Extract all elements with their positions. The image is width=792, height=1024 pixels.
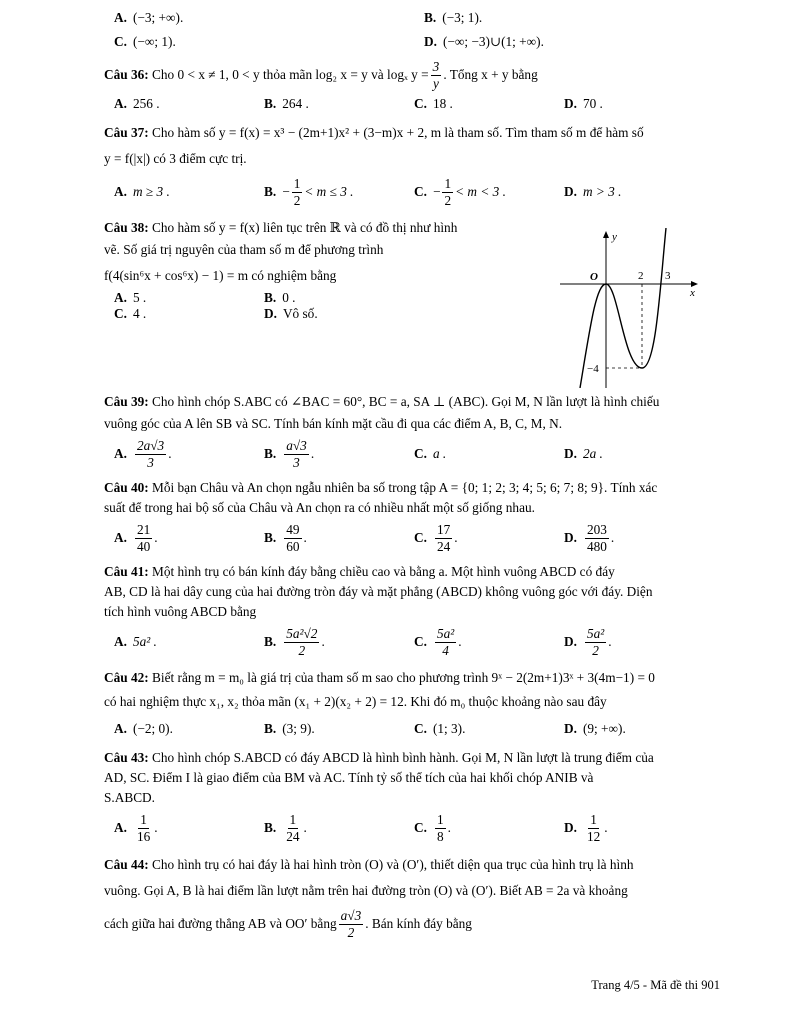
question-37	[104, 120, 726, 212]
question-text: y = f(|x|) có 3 điểm cực trị.	[104, 151, 247, 166]
question-text: có hai nghiệm thực x₁, x₂ thỏa mãn (x₁ + 2)(x₂ + 2) = 12. Khi đó m₀ thuộc khoảng nào sau đây	[104, 694, 607, 709]
question-text: . Tổng x + y bằng	[443, 67, 538, 82]
option-c: C. 4 .	[114, 306, 147, 321]
fraction: $\frac{\text{5a²}}{2}$	[586, 625, 605, 658]
option-a: A. (−3; +∞).	[114, 10, 184, 25]
question-text: Biết rằng m = m₀ là giá trị của tham số m sao cho phương trình 9ˣ − 2(2m+1)3ˣ + 3(4m−1) = 0	[152, 670, 655, 685]
fraction: $\frac{a√3}{2}$	[340, 907, 362, 940]
question-text: Cho 0 < x ≠ 1, 0 < y thỏa mãn log₂ x = y và logₓ y =	[152, 67, 429, 82]
question-text: Mỗi bạn Châu và An chọn ngẫu nhiên ba số trong tập A = {0; 1; 2; 3; 4; 5; 6; 7; 8; 9}. Tính xác	[152, 480, 658, 495]
fraction: $\frac{1}{12}$	[586, 811, 601, 844]
options-row	[104, 92, 726, 116]
option-c: C. $\frac{\text{5a²}}{4}$ .	[414, 625, 462, 658]
option-c: C. 18 .	[414, 96, 453, 111]
fraction: $\frac{17}{24}$	[436, 521, 451, 554]
options-row	[104, 434, 726, 474]
option-a: A. $\frac{21}{40}$ .	[114, 521, 158, 554]
option-c: C. − $\frac{1}{2}$ < m < 3 .	[414, 175, 506, 208]
fraction: $\frac{1}{8}$	[436, 811, 444, 844]
question-text: vuông. Gọi A, B là hai điểm lần lượt nằm trên hai đường tròn (O) và (O′). Biết AB = 2a và khoảng	[104, 883, 628, 898]
options-row	[104, 714, 726, 744]
option-a: A. 256 .	[114, 96, 160, 111]
question-text: AB, CD là hai dây cung của hai đường tròn đáy và mặt phẳng (ABCD) không vuông góc với đáy. Diện	[104, 584, 653, 599]
exam-page	[104, 6, 726, 944]
option-b: B. − $\frac{1}{2}$ < m ≤ 3 .	[264, 175, 354, 208]
question-text: cách giữa hai đường thẳng AB và OO′ bằng	[104, 916, 337, 931]
option-b: B. $\frac{a√3}{3}$ .	[264, 437, 315, 470]
option-d: D. 2a .	[564, 446, 603, 461]
question-label: Câu 39:	[104, 394, 149, 409]
option-a: A. $\frac{1}{16}$ .	[114, 811, 158, 844]
option-d: D. 70 .	[564, 96, 603, 111]
top-options-row-1	[104, 6, 726, 30]
question-36	[104, 58, 726, 116]
question-label: Câu 44:	[104, 857, 149, 872]
tick-label-3: 3	[665, 270, 671, 282]
question-label: Câu 43:	[104, 750, 149, 765]
fraction: $\frac{1}{2}$	[293, 175, 301, 208]
option-b: B. (3; 9).	[264, 721, 315, 736]
option-d: D. (9; +∞).	[564, 721, 626, 736]
question-39	[104, 390, 726, 474]
option-d: D. Vô số.	[264, 306, 318, 321]
option-d: D. m > 3 .	[564, 184, 622, 199]
question-41	[104, 562, 726, 662]
y-axis-arrow-icon	[603, 231, 609, 238]
question-label: Câu 40:	[104, 480, 149, 495]
question-42	[104, 666, 726, 744]
option-a: A. 5 .	[114, 290, 147, 305]
question-text: f(4(sin⁶x + cos⁶x) − 1) = m có nghiệm bằng	[104, 268, 337, 283]
option-b: B. 264 .	[264, 96, 309, 111]
question-text: AD, SC. Điểm I là giao điểm của BM và AC. Tính tỷ số thể tích của hai khối chóp ANIB và	[104, 770, 594, 785]
options-row	[104, 172, 726, 212]
option-d: D. (−∞; −3)∪(1; +∞).	[424, 34, 544, 49]
question-label: Câu 38:	[104, 220, 149, 235]
option-b: B. (−3; 1).	[424, 10, 483, 25]
option-b: B. 0 .	[264, 290, 296, 305]
option-b: B. $\frac{49}{60}$ .	[264, 521, 307, 554]
option-c: C. a .	[414, 446, 447, 461]
question-40	[104, 478, 726, 558]
option-c: C. $\frac{17}{24}$ .	[414, 521, 458, 554]
fraction: $\frac{a√3}{3}$	[286, 437, 307, 470]
origin-label: O	[590, 271, 598, 283]
option-a: A. $\frac{2a√3}{3}$ .	[114, 437, 172, 470]
y-axis-label: y	[612, 231, 617, 243]
fraction: $\frac{49}{60}$	[286, 521, 300, 554]
question-text: Cho hàm số y = f(x) liên tục trên ℝ và có đồ thị như hình	[152, 220, 458, 235]
options-row	[104, 808, 726, 848]
fraction: $\frac{\text{5a²}}{4}$	[436, 625, 455, 658]
page-footer: Trang 4/5 - Mã đề thi 901	[591, 978, 720, 992]
question-43	[104, 748, 726, 848]
top-options-row-2	[104, 30, 726, 54]
tick-label-minus-4: −4	[587, 363, 599, 375]
fraction: $\frac{2a√3}{3}$	[136, 437, 165, 470]
fraction: $\frac{203}{480}$	[586, 521, 607, 554]
option-c: C. (1; 3).	[414, 721, 466, 736]
question-text: Một hình trụ có bán kính đáy bằng chiều cao và bằng a. Một hình vuông ABCD có đáy	[152, 564, 615, 579]
function-graph	[560, 228, 710, 388]
question-text: Cho hàm số y = f(x) = x³ − (2m+1)x² + (3−m)x + 2, m là tham số. Tìm tham số m để hàm số	[152, 125, 644, 140]
option-a: A. m ≥ 3 .	[114, 184, 170, 199]
option-c: C. $\frac{1}{8}$ .	[414, 811, 451, 844]
question-text: vẽ. Số giá trị nguyên của tham số m để phương trình	[104, 242, 384, 257]
tick-label-2: 2	[638, 270, 644, 282]
question-text: Cho hình trụ có hai đáy là hai hình tròn (O) và (O′), thiết diện qua trục của hình trụ là hình	[152, 857, 634, 872]
fraction: $\frac{3}{y}$	[432, 58, 440, 91]
fraction: $\frac{1}{2}$	[444, 175, 452, 208]
option-d: D. $\frac{1}{12}$ .	[564, 811, 608, 844]
question-text: Cho hình chóp S.ABC có ∠BAC = 60°, BC = a, SA ⊥ (ABC). Gọi M, N lần lượt là hình chiếu	[152, 394, 660, 409]
option-a: A. 5a² .	[114, 634, 157, 649]
x-axis-label: x	[690, 287, 695, 299]
fraction: $\frac{\text{5a²√2}}{2}$	[286, 625, 318, 658]
question-text: tích hình vuông ABCD bằng	[104, 604, 257, 619]
question-text: . Bán kính đáy bằng	[365, 916, 472, 931]
options-row	[104, 622, 726, 662]
fraction: $\frac{21}{40}$	[136, 521, 151, 554]
question-label: Câu 37:	[104, 125, 149, 140]
option-d: D. $\frac{\text{5a²}}{2}$ .	[564, 625, 612, 658]
option-a: A. (−2; 0).	[114, 721, 173, 736]
question-label: Câu 36:	[104, 67, 149, 82]
option-b: B. $\frac{\text{5a²√2}}{2}$ .	[264, 625, 325, 658]
fraction: $\frac{1}{16}$	[136, 811, 151, 844]
question-label: Câu 42:	[104, 670, 149, 685]
question-text: vuông góc của A lên SB và SC. Tính bán kính mặt cầu đi qua các điểm A, B, C, M, N.	[104, 416, 563, 431]
fraction: $\frac{1}{24}$	[286, 811, 300, 844]
option-c: C. (−∞; 1).	[114, 34, 176, 49]
question-44	[104, 852, 726, 944]
options-row	[104, 518, 726, 558]
question-text: Cho hình chóp S.ABCD có đáy ABCD là hình bình hành. Gọi M, N lần lượt là trung điểm của	[152, 750, 654, 765]
question-text: suất để trong hai bộ số của Châu và An chọn ra có nhiều nhất một số giống nhau.	[104, 500, 535, 515]
option-d: D. $\frac{203}{480}$ .	[564, 521, 615, 554]
question-label: Câu 41:	[104, 564, 149, 579]
question-text: S.ABCD.	[104, 790, 155, 805]
option-b: B. $\frac{1}{24}$ .	[264, 811, 307, 844]
